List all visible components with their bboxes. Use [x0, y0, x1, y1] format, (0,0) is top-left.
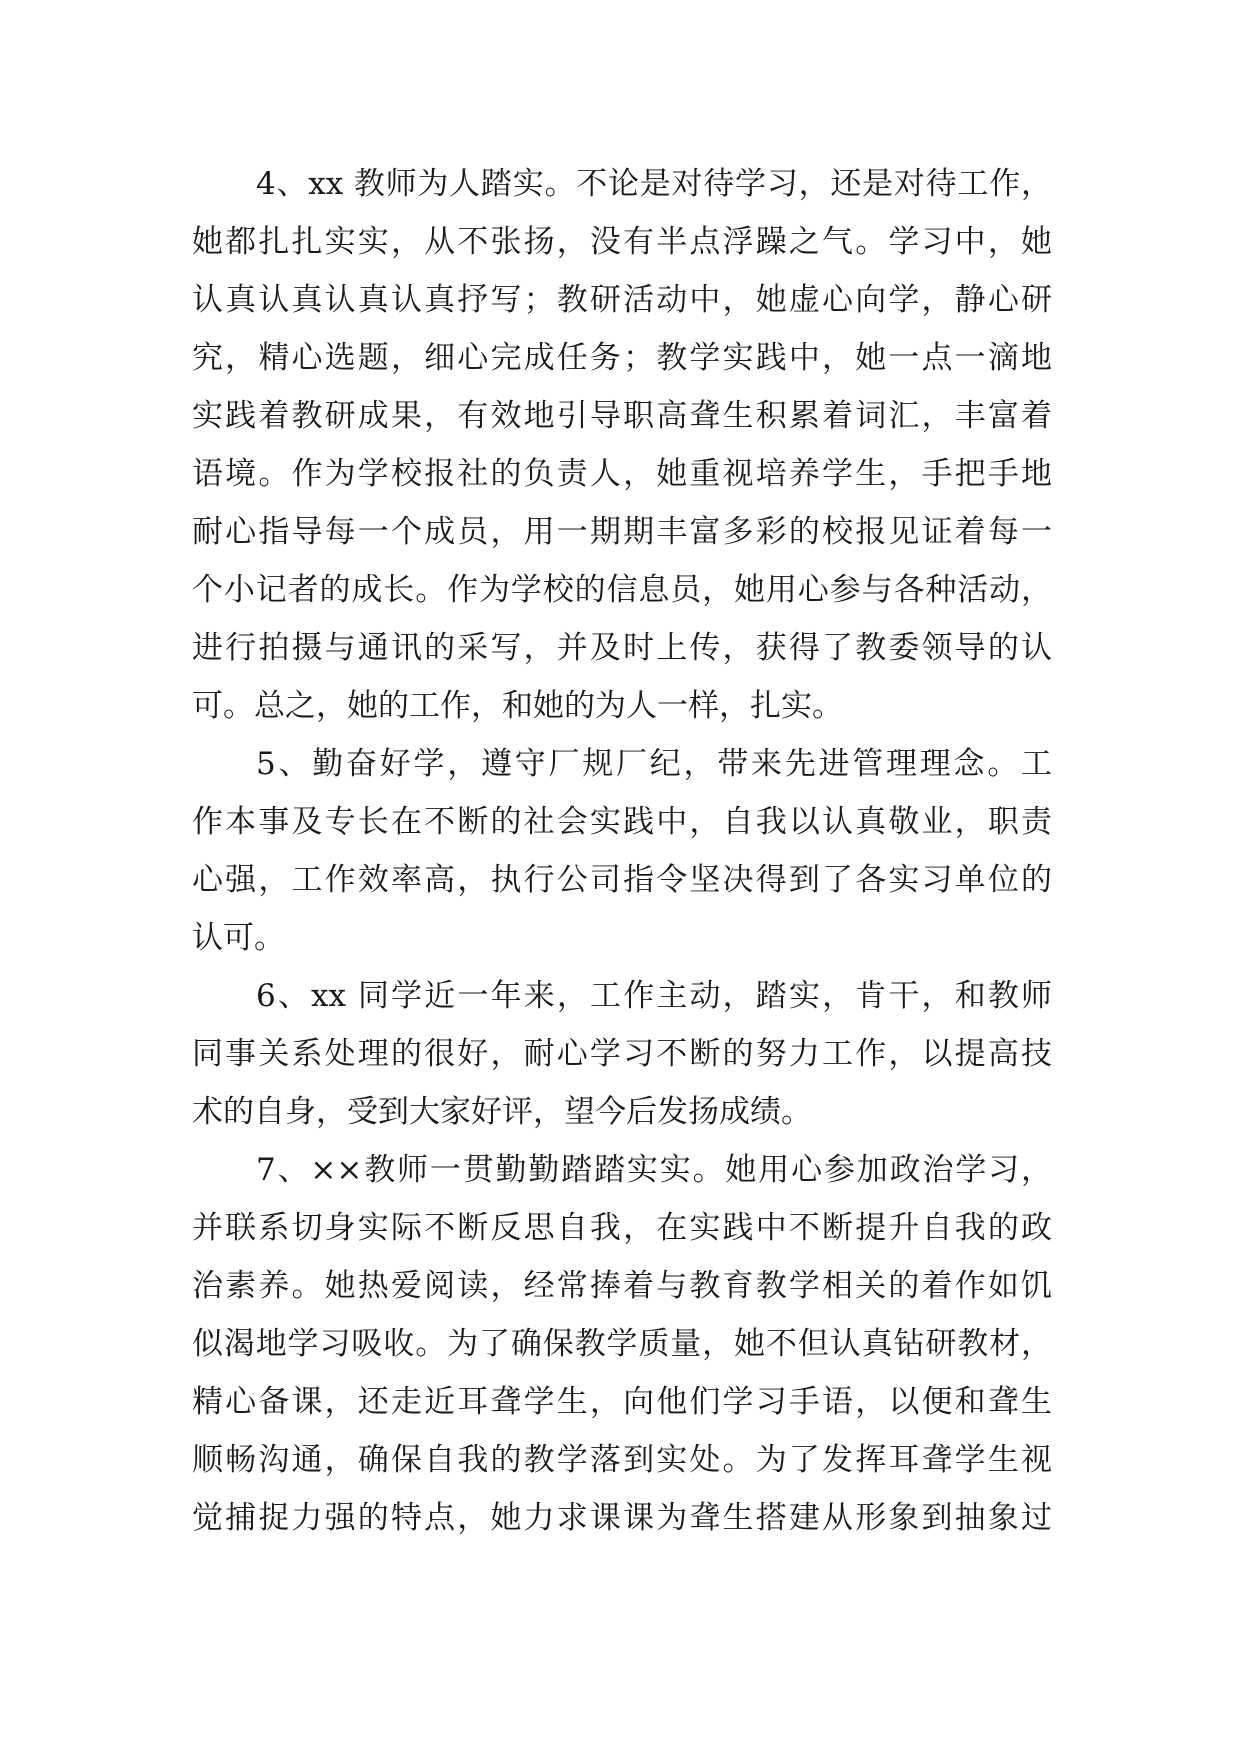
text-line: 精心备课，还走近耳聋学生，向他们学习手语，以便和聋生: [192, 1384, 1052, 1420]
text-line: 可。总之，她的工作，和她的为人一样，扎实。: [192, 688, 843, 724]
text-line: 似渴地学习吸收。为了确保教学质量，她不但认真钻研教材，: [192, 1326, 1052, 1362]
text-line: 认真认真认真认真抒写；教研活动中，她虚心向学，静心研: [192, 282, 1052, 318]
text-line: 4、xx 教师为人踏实。不论是对待学习，还是对待工作，: [256, 166, 1052, 202]
document-body: [192, 155, 1052, 1547]
text-line: 究，精心选题，细心完成任务；教学实践中，她一点一滴地: [192, 340, 1052, 376]
text-line: 术的自身，受到大家好评，望今后发扬成绩。: [192, 1094, 812, 1130]
text-line: 7、××教师一贯勤勤踏踏实实。她用心参加政治学习，: [256, 1152, 1052, 1188]
text-line: 治素养。她热爱阅读，经常捧着与教育教学相关的着作如饥: [192, 1268, 1052, 1304]
text-line: 语境。作为学校报社的负责人，她重视培养学生，手把手地: [192, 456, 1052, 492]
text-line: 顺畅沟通，确保自我的教学落到实处。为了发挥耳聋学生视: [192, 1442, 1052, 1478]
text-line: 实践着教研成果，有效地引导职高聋生积累着词汇，丰富着: [192, 398, 1052, 434]
text-line: 个小记者的成长。作为学校的信息员，她用心参与各种活动，: [192, 572, 1052, 608]
text-line: 认可。: [192, 920, 285, 956]
text-line: 心强，工作效率高，执行公司指令坚决得到了各实习单位的: [192, 862, 1052, 898]
text-line: 同事关系处理的很好，耐心学习不断的努力工作，以提高技: [192, 1036, 1052, 1072]
text-line: 进行拍摄与通讯的采写，并及时上传，获得了教委领导的认: [192, 630, 1052, 666]
text-line: 觉捕捉力强的特点，她力求课课为聋生搭建从形象到抽象过: [192, 1500, 1052, 1536]
text-line: 6、xx 同学近一年来，工作主动，踏实，肯干，和教师: [256, 978, 1052, 1014]
text-line: 并联系切身实际不断反思自我，在实践中不断提升自我的政: [192, 1210, 1052, 1246]
text-line: 耐心指导每一个成员，用一期期丰富多彩的校报见证着每一: [192, 514, 1052, 550]
text-line: 作本事及专长在不断的社会实践中，自我以认真敬业，职责: [192, 804, 1052, 840]
text-line: 5、勤奋好学，遵守厂规厂纪，带来先进管理理念。工: [256, 746, 1052, 782]
text-line: 她都扎扎实实，从不张扬，没有半点浮躁之气。学习中，她: [192, 224, 1052, 260]
